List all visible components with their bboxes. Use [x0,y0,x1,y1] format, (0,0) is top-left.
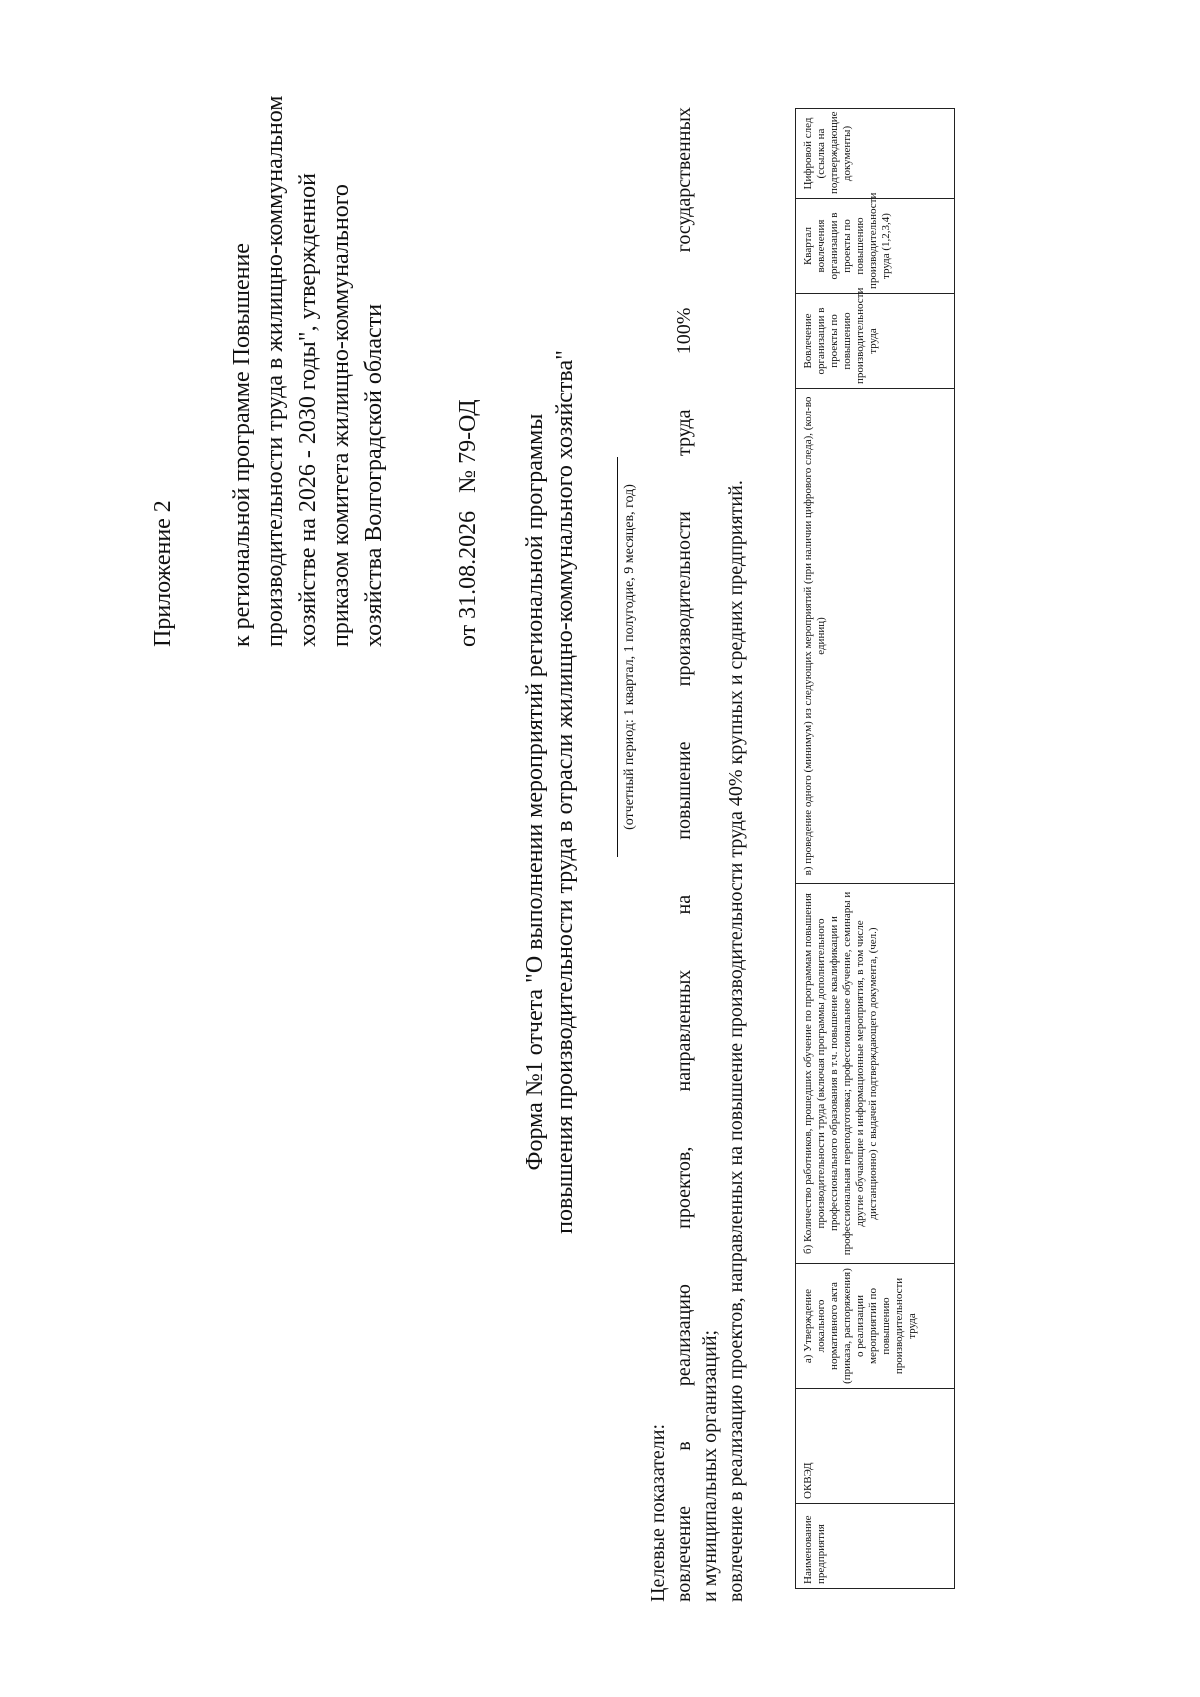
col-events-held: в) проведение одного (минимум) из следующих мероприятий (при наличии цифрового следа), (кол-во единиц) [796,389,955,884]
col-trained-employees: б) Количество работников, прошедших обучение по программам повышения производительности труда (включая программы дополнительного профессионального образования в т.ч. повышение квалификации и профессиональная переподготовка; профессиональное обучение, семинары и другие обучающие и информационные мероприятия, в том числе дистанционно) с выдачей подтверждающего документа, (чел.) [796,884,955,1264]
form-title [520,187,580,1397]
form-title-line-1: Форма №1 отчета "О выполнении мероприятий региональной программы [522,413,548,1171]
target-item-1-word: производительности [673,511,695,687]
col-involvement: Вовлечение организации в проекты по повышению производительности труда [796,294,955,389]
target-indicators [645,107,749,1602]
col-enterprise-name: Наименование предприятия [796,1504,955,1589]
target-item-1-word: на [673,894,695,915]
report-table [795,108,955,1589]
program-reference: к региональной программе Повышение производительности труда в жилищно-коммунальном хозяйстве на 2026 - 2030 годы", утвержденной приказом комитета жилищно-коммунального хозяйства Волгоградской области [229,95,387,647]
target-item-1-word: в [673,1441,695,1451]
col-local-act: а) Утверждение локального нормативного акта (приказа, распоряжения) о реализации мероприятий по повышению производительности труда [796,1264,955,1389]
target-item-1-word: реализацию [673,1284,695,1387]
col-involvement-quarter: Квартал вовлечения организации в проекты по повышению производительности труда (1,2,3,4) [796,199,955,294]
col-okved: ОКВЭД [796,1389,955,1504]
col-digital-trace: Цифровой след (ссылка на подтверждающие документы) [796,109,955,199]
target-item-1-word: проектов, [673,1146,695,1229]
target-item-2: вовлечение в реализацию проектов, направленных на повышение производительности труда 40% крупных и средних предприятий. [725,480,747,1602]
appendix-label: Приложение 2 [150,500,176,647]
period-underline [617,457,618,857]
table-header-row [796,109,955,1589]
targets-heading: Целевые показатели: [647,1423,669,1602]
form-title-line-2: повышения производительности труда в отрасли жилищно-коммунального хозяйства" [552,350,578,1234]
order-date-number: от 31.08.2026 № 79-ОД [455,399,481,647]
target-item-1-word: направленных [673,969,695,1092]
target-item-1-word: труда [673,409,695,456]
target-item-1-word: повышение [673,741,695,840]
target-item-1-word: 100% [673,307,695,355]
target-item-1-word: вовлечение [673,1505,695,1602]
target-item-1-word: государственных [673,107,695,253]
target-item-1-continuation: и муниципальных организаций; [699,1329,721,1602]
target-item-1 [671,107,697,1602]
reporting-period-note: (отчетный период: 1 квартал, 1 полугодие, 9 месяцев, год) [622,484,637,830]
